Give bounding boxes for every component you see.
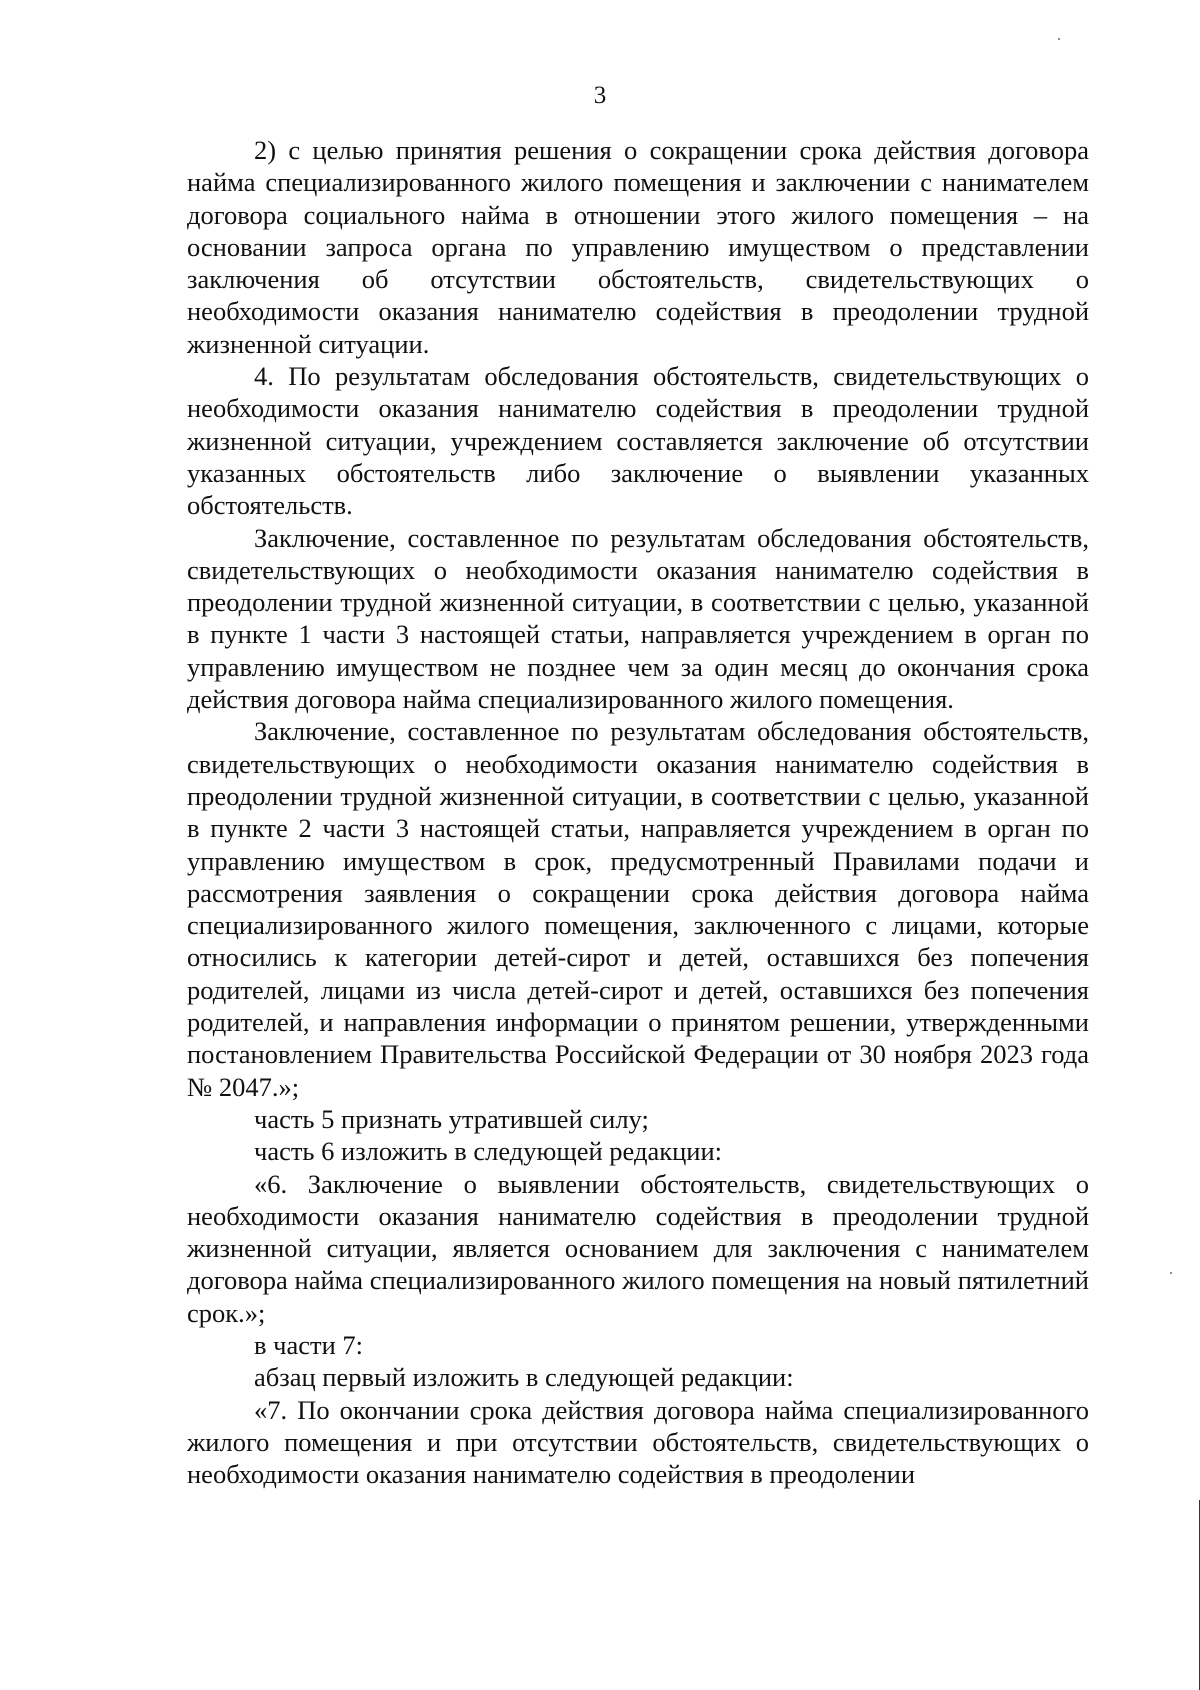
- paragraph-conclusion-point-2: Заключение, составленное по результатам обследования обстоятельств, свидетельствующих о необходимости оказания нанимателю содействия в преодолении трудной жизненной ситуации, в соответствии с целью, указанной в пункте 2 части 3 настоящей статьи, направляется учреждением в орган по управлению имуществом в срок, предусмотренный Правилами подачи и рассмотрения заявления о сокращении срока действия договора найма специализированного жилого помещения, заключенного с лицами, которые относились к категории детей-сирот и детей, оставшихся без попечения родителей, лицами из числа детей-сирот и детей, оставшихся без попечения родителей, и направления информации о принятом решении, утвержденными постановлением Правительства Российской Федерации от 30 ноября 2023 года № 2047.»;: [187, 716, 1089, 1102]
- page-number: 3: [593, 82, 607, 109]
- scan-speck: [1170, 1272, 1172, 1274]
- paragraph-part-6-text: «6. Заключение о выявлении обстоятельств, свидетельствующих о необходимости оказания нанимателю содействия в преодолении трудной жизненной ситуации, является основанием для заключения с нанимателем договора найма специализированного жилого помещения на новый пятилетний срок.»;: [187, 1168, 1089, 1328]
- paragraph-part-7-text: «7. По окончании срока действия договора найма специализированного жилого помещения и при отсутствии обстоятельств, свидетельствующих о необходимости оказания нанимателю содействия в преодолении: [187, 1394, 1089, 1490]
- paragraph-part-7-intro: в части 7:: [254, 1329, 363, 1360]
- paragraph-conclusion-point-1: Заключение, составленное по результатам обследования обстоятельств, свидетельствующих о необходимости оказания нанимателю содействия в преодолении трудной жизненной ситуации, в соответствии с целью, указанной в пункте 1 части 3 настоящей статьи, направляется учреждением в орган по управлению имуществом не позднее чем за один месяц до окончания срока действия договора найма специализированного жилого помещения.: [187, 522, 1089, 715]
- paragraph-point-4: 4. По результатам обследования обстоятельств, свидетельствующих о необходимости оказания нанимателю содействия в преодолении трудной жизненной ситуации, учреждением составляется заключение об отсутствии указанных обстоятельств либо заключение о выявлении указанных обстоятельств.: [187, 361, 1089, 521]
- document-body: [187, 134, 1089, 1490]
- scan-speck: [1058, 38, 1060, 40]
- paragraph-part-6-intro: часть 6 изложить в следующей редакции:: [254, 1136, 722, 1167]
- paragraph-part-5: часть 5 признать утратившей силу;: [254, 1103, 649, 1134]
- paragraph-part-7-first-paragraph: абзац первый изложить в следующей редакции:: [254, 1362, 794, 1393]
- paragraph-subpoint-2: 2) с целью принятия решения о сокращении срока действия договора найма специализированного жилого помещения и заключении с нанимателем договора социального найма в отношении этого жилого помещения – на основании запроса органа по управлению имуществом о представлении заключения об отсутствии обстоятельств, свидетельствующих о необходимости оказания нанимателю содействия в преодолении трудной жизненной ситуации.: [187, 135, 1089, 359]
